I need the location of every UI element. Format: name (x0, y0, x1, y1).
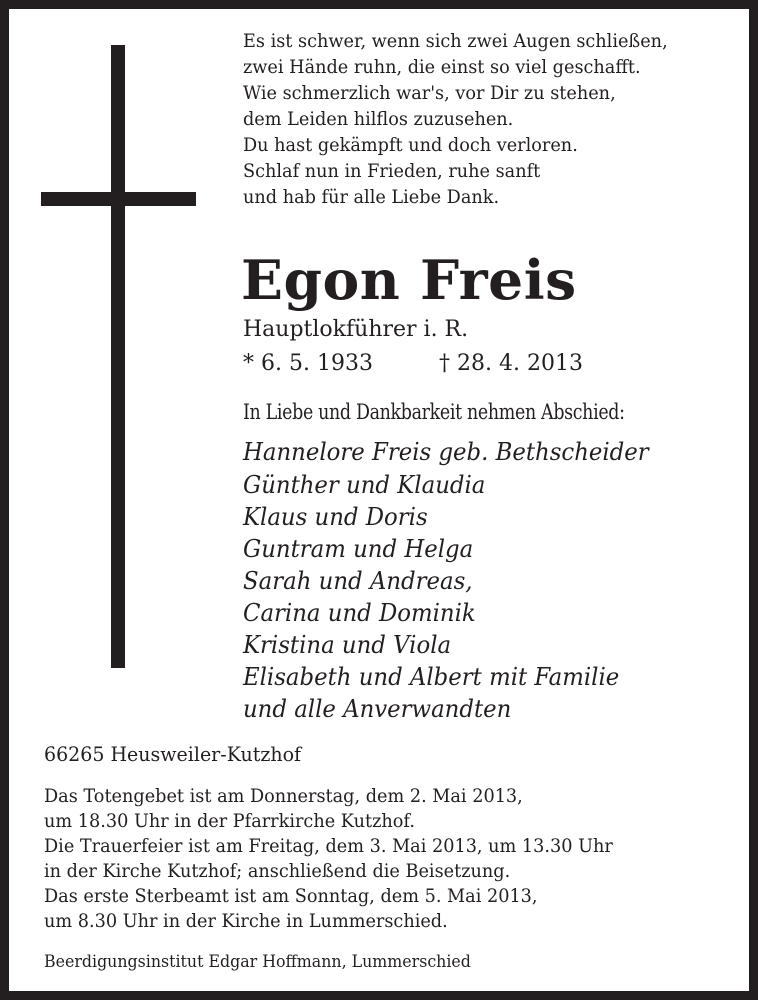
mourner-entry: Sarah und Andreas, (243, 567, 473, 595)
poem-line: zwei Hände ruhn, die einst so viel geschafft. (243, 56, 641, 78)
cross-icon-vertical-bar (111, 45, 125, 668)
poem-line: und hab für alle Liebe Dank. (243, 186, 500, 208)
farewell-heading: In Liebe und Dankbarkeit nehmen Abschied: (243, 400, 625, 424)
death-date: † 28. 4. 2013 (439, 351, 583, 376)
service-info-line: um 18.30 Uhr in der Pfarrkirche Kutzhof. (44, 810, 415, 832)
service-info-line: Die Trauerfeier ist am Freitag, dem 3. Mai 2013, um 13.30 Uhr (44, 835, 613, 857)
mourner-entry: und alle Anverwandten (243, 695, 512, 723)
deceased-title: Hauptlokführer i. R. (243, 317, 469, 342)
cross-icon-horizontal-bar (41, 192, 196, 206)
service-info-line: Das Totengebet ist am Donnerstag, dem 2. Mai 2013, (44, 785, 523, 807)
service-info-line: Das erste Sterbeamt ist am Sonntag, dem 5. Mai 2013, (44, 885, 538, 907)
place: 66265 Heusweiler-Kutzhof (44, 742, 302, 766)
service-info-line: in der Kirche Kutzhof; anschließend die Beisetzung. (44, 860, 511, 882)
poem-line: Du hast gekämpft und doch verloren. (243, 134, 578, 156)
birth-date: * 6. 5. 1933 (243, 351, 373, 376)
poem-line: Wie schmerzlich war's, vor Dir zu stehen, (243, 82, 616, 104)
mourner-entry: Günther und Klaudia (243, 471, 486, 499)
poem-line: dem Leiden hilflos zuzusehen. (243, 108, 514, 130)
poem-line: Schlaf nun in Frieden, ruhe sanft (243, 160, 541, 182)
mourner-entry: Elisabeth und Albert mit Familie (243, 663, 620, 691)
life-dates (243, 353, 643, 375)
deceased-name: Egon Freis (241, 248, 577, 312)
mourner-entry: Hannelore Freis geb. Bethscheider (243, 438, 649, 466)
poem-line: Es ist schwer, wenn sich zwei Augen schließen, (243, 30, 668, 52)
mourner-entry: Kristina und Viola (243, 631, 452, 659)
mourner-entry: Guntram und Helga (243, 535, 474, 563)
obituary-notice (9, 9, 749, 991)
service-info-line: um 8.30 Uhr in der Kirche in Lummerschied. (44, 910, 448, 932)
mourner-entry: Carina und Dominik (243, 599, 476, 627)
mourner-entry: Klaus und Doris (243, 503, 428, 531)
funeral-home: Beerdigungsinstitut Edgar Hoffmann, Lummerschied (44, 952, 471, 972)
